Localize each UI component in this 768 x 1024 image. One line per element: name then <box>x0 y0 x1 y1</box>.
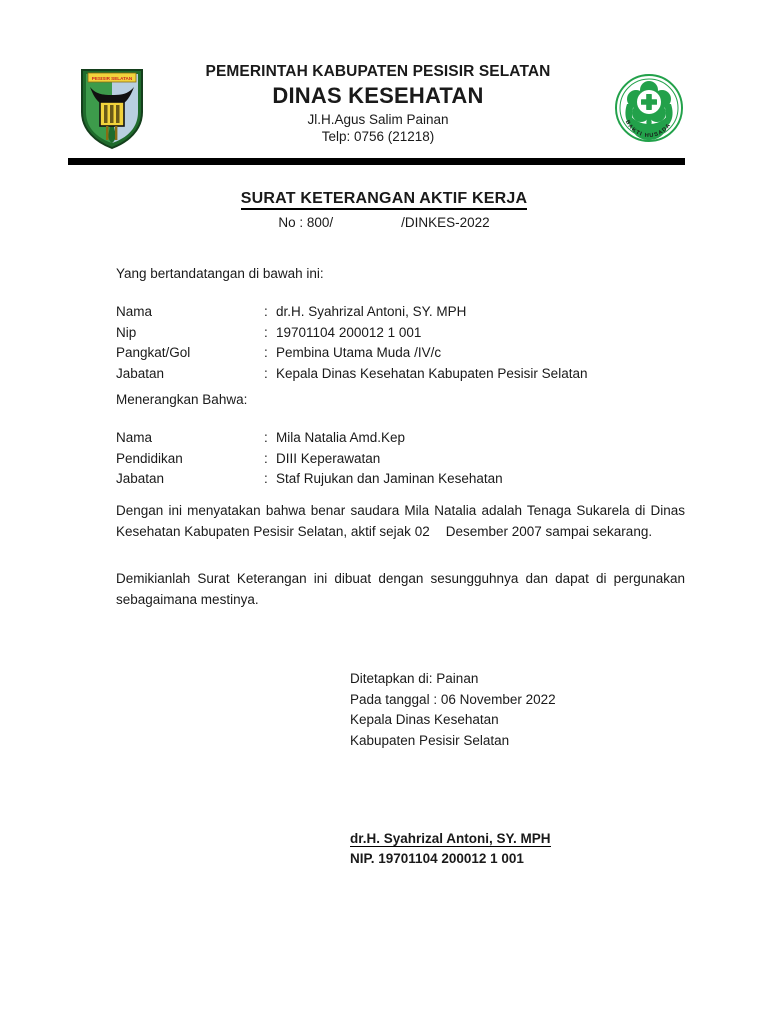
field-label: Nip <box>116 324 137 340</box>
field-separator: : <box>264 304 268 319</box>
agency-name: DINAS KESEHATAN <box>272 83 484 108</box>
signature-position-line1: Kepala Dinas Kesehatan <box>350 712 499 727</box>
letterhead-divider-rule <box>68 158 685 165</box>
letterhead-text <box>163 62 593 145</box>
field-separator: : <box>264 365 268 381</box>
field-label: Jabatan <box>116 365 165 381</box>
signer-details-table <box>116 302 587 384</box>
signature-position-line2: Kabupaten Pesisir Selatan <box>350 732 510 748</box>
table-row <box>116 343 587 364</box>
field-label: Pendidikan <box>116 450 183 466</box>
field-separator: : <box>264 430 268 445</box>
field-label: Nama <box>116 304 153 319</box>
field-separator: : <box>264 345 268 360</box>
field-separator: : <box>264 324 268 340</box>
svg-text:BAKTI HUSADA: BAKTI HUSADA <box>623 119 673 140</box>
field-label: Jabatan <box>116 471 165 486</box>
document-number-suffix: /DINKES-2022 <box>401 215 490 230</box>
page-title-text: SURAT KETERANGAN AKTIF KERJA <box>241 190 528 210</box>
subject-details-table <box>116 428 503 490</box>
page-title <box>0 190 768 208</box>
field-value: dr.H. Syahrizal Antoni, SY. MPH <box>276 304 467 319</box>
field-separator: : <box>264 471 268 486</box>
government-name: PEMERINTAH KABUPATEN PESISIR SELATAN <box>205 63 551 80</box>
table-row <box>116 469 503 490</box>
document-number <box>0 215 768 230</box>
signatory-name-text: dr.H. Syahrizal Antoni, SY. MPH <box>350 831 551 846</box>
table-row <box>116 364 587 385</box>
field-value: Kepala Dinas Kesehatan Kabupaten Pesisir Selatan <box>276 365 588 381</box>
closing-paragraph: Demikianlah Surat Keterangan ini dibuat dengan sesungguhnya dan dapat di pergunakan sebagaimana mestinya. <box>116 571 685 607</box>
signature-place-block <box>350 669 556 751</box>
statement-paragraph-part-b: Desember 2007 sampai sekarang. <box>445 524 653 539</box>
letterhead <box>68 62 685 154</box>
statement-paragraph <box>116 500 685 542</box>
field-value: Staf Rujukan dan Jaminan Kesehatan <box>276 471 503 486</box>
agency-address: Jl.H.Agus Salim Painan <box>307 112 449 127</box>
signature-date: Pada tanggal : 06 November 2022 <box>350 691 556 707</box>
field-value: Pembina Utama Muda /IV/c <box>276 345 442 360</box>
subject-intro-text: Menerangkan Bahwa: <box>116 392 248 407</box>
field-value: 19701104 200012 1 001 <box>276 324 422 340</box>
signatory-nip: NIP. 19701104 200012 1 001 <box>350 851 524 866</box>
signature-place: Ditetapkan di: Painan <box>350 671 479 686</box>
pesisir-selatan-regency-emblem-icon <box>76 64 148 152</box>
field-label: Pangkat/Gol <box>116 345 191 360</box>
table-row <box>116 428 503 449</box>
bakti-husada-logo-icon <box>613 64 685 152</box>
field-value: Mila Natalia Amd.Kep <box>276 430 406 445</box>
field-separator: : <box>264 450 268 466</box>
statement-paragraph-part-a: Dengan ini menyatakan bahwa benar saudara Mila Natalia adalah Tenaga Sukarela di Dinas Kesehatan Kabupaten Pesisir Selatan, aktif sejak 02 <box>116 503 685 539</box>
svg-text:PESISIR SELATAN: PESISIR SELATAN <box>91 76 133 81</box>
table-row <box>116 323 587 344</box>
field-label: Nama <box>116 430 153 445</box>
field-value: DIII Keperawatan <box>276 450 381 466</box>
signatory-name <box>350 829 551 849</box>
agency-phone: Telp: 0756 (21218) <box>321 129 435 144</box>
table-row <box>116 449 503 470</box>
table-row <box>116 302 587 323</box>
signer-intro-text: Yang bertandatangan di bawah ini: <box>116 266 324 281</box>
document-number-prefix: No : 800/ <box>278 215 334 230</box>
